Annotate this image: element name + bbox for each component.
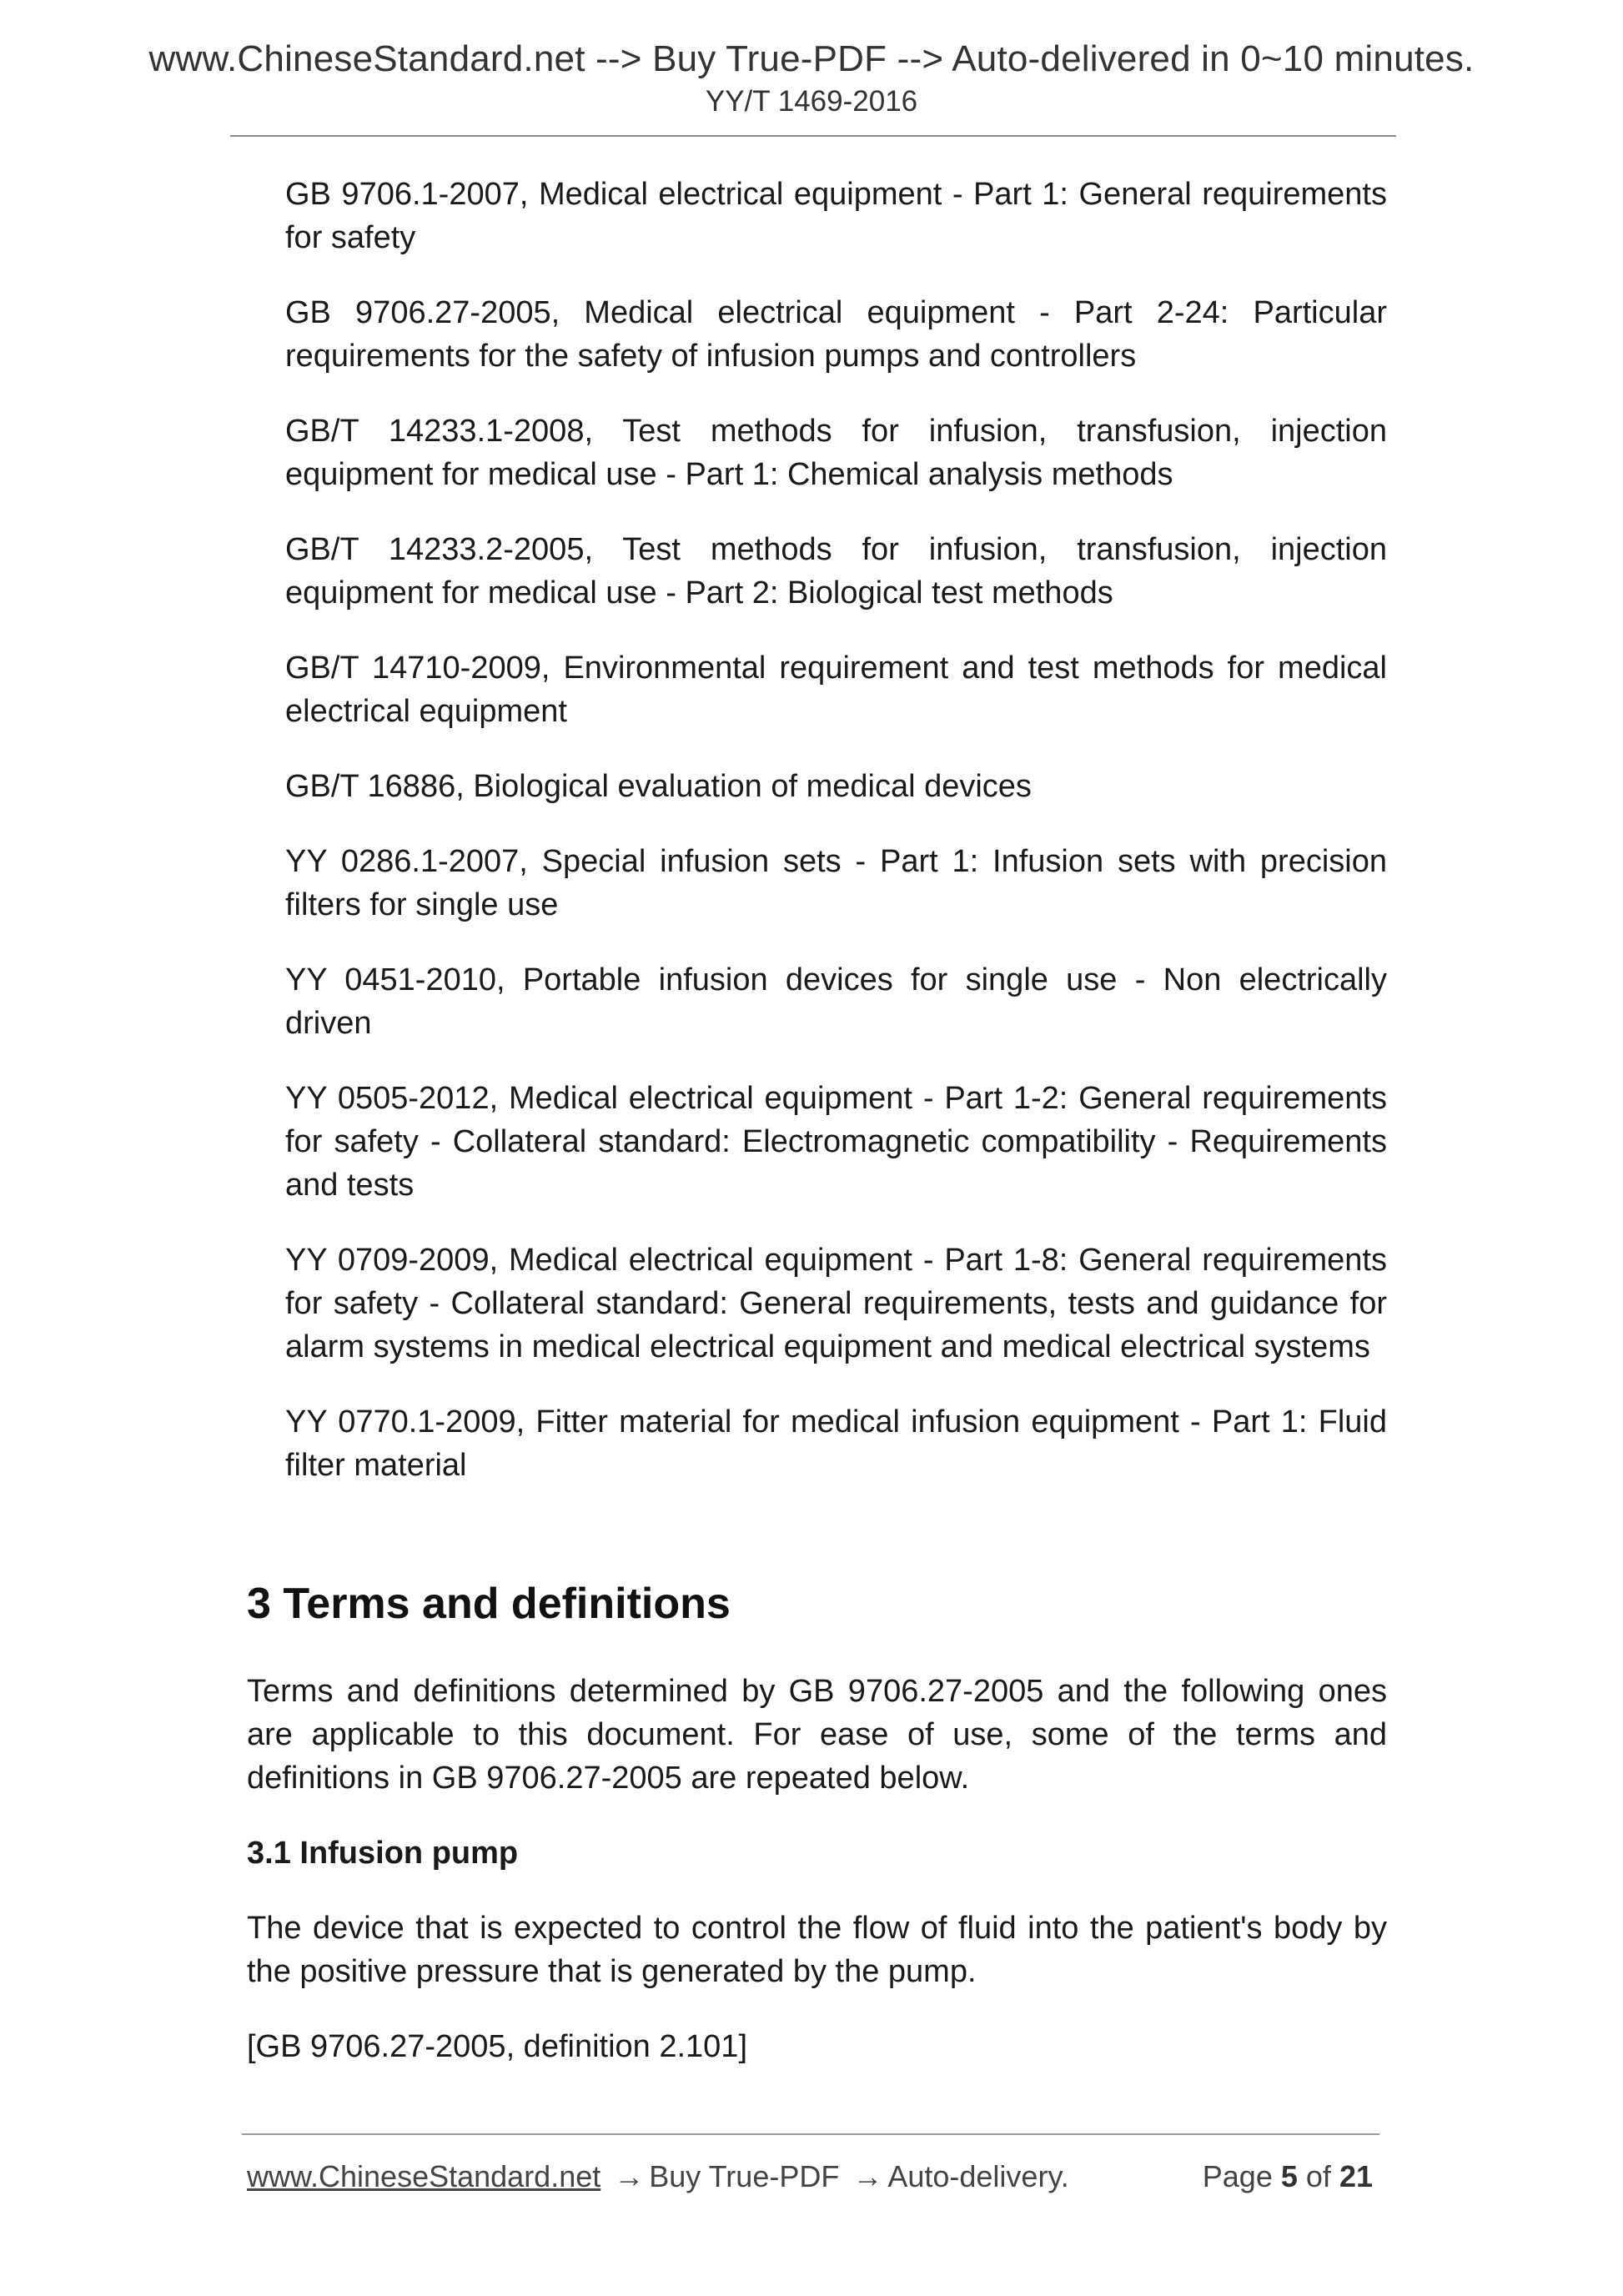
reference-item: YY 0770.1-2009, Fitter material for medical infusion equipment - Part 1: Fluid filter material [285, 1404, 1387, 1483]
reference-item: GB/T 14233.1-2008, Test methods for infusion, transfusion, injection equipment for medical use - Part 1: Chemical analysis methods [285, 414, 1387, 492]
reference-item: GB 9706.1-2007, Medical electrical equipment - Part 1: General requirements for safety [285, 177, 1387, 255]
reference-item: YY 0709-2009, Medical electrical equipment - Part 1-8: General requirements for safety - Collateral standard: General requirements, tests and guidance for alarm systems in medical electrical equipment and medical electrical systems [285, 1243, 1387, 1364]
header-banner: www.ChineseStandard.net --> Buy True-PDF --> Auto-delivered in 0~10 minutes. [148, 38, 1475, 79]
total-pages: 21 [1339, 2159, 1373, 2193]
arrow-right-icon: → [852, 2159, 883, 2193]
of-label: of [1305, 2159, 1331, 2193]
section-intro: Terms and definitions determined by GB 9706.27-2005 and the following ones are applicable to this document. For ease of use, some of the terms and definitions in GB 9706.27-2005 are repeated below. [247, 1674, 1387, 1796]
reference-item: GB 9706.27-2005, Medical electrical equipment - Part 2-24: Particular requirements for the safety of infusion pumps and controllers [285, 295, 1387, 374]
normative-references-list [285, 173, 1387, 1519]
page-header [0, 35, 1623, 120]
reference-item: GB/T 14233.2-2005, Test methods for infusion, transfusion, injection equipment for medical use - Part 2: Biological test methods [285, 532, 1387, 610]
footer-site-link[interactable]: www.ChineseStandard.net [247, 2159, 601, 2193]
footer-buy-text: Buy True-PDF [649, 2159, 840, 2193]
reference-item: GB/T 14710-2009, Environmental requirement and test methods for medical electrical equipment [285, 651, 1387, 729]
definition-source: [GB 9706.27-2005, definition 2.101] [247, 2029, 748, 2064]
subsection-title: 3.1 Infusion pump [247, 1836, 519, 1871]
reference-item: YY 0505-2012, Medical electrical equipment - Part 1-2: General requirements for safety - Collateral standard: Electromagnetic compatibility - Requirements and tests [285, 1081, 1387, 1203]
footer-divider [242, 2133, 1379, 2135]
section-title: 3 Terms and definitions [247, 1580, 731, 1628]
page-footer [247, 2155, 1373, 2198]
page-label: Page [1202, 2159, 1273, 2193]
terms-and-definitions-section [247, 1576, 1387, 2100]
reference-item: YY 0451-2010, Portable infusion devices for single use - Non electrically driven [285, 962, 1387, 1041]
page-number [1203, 2155, 1373, 2198]
definition-text: The device that is expected to control the flow of fluid into the patient's body by the positive pressure that is generated by the pump. [247, 1911, 1387, 1989]
arrow-right-icon: → [614, 2159, 645, 2193]
reference-item: GB/T 16886, Biological evaluation of medical devices [285, 769, 1032, 804]
footer-promo [247, 2155, 1069, 2198]
header-divider [230, 135, 1396, 137]
current-page: 5 [1280, 2159, 1298, 2193]
footer-delivery-text: Auto-delivery. [887, 2159, 1069, 2193]
reference-item: YY 0286.1-2007, Special infusion sets - Part 1: Infusion sets with precision filters for single use [285, 844, 1387, 922]
document-id: YY/T 1469-2016 [705, 85, 918, 118]
